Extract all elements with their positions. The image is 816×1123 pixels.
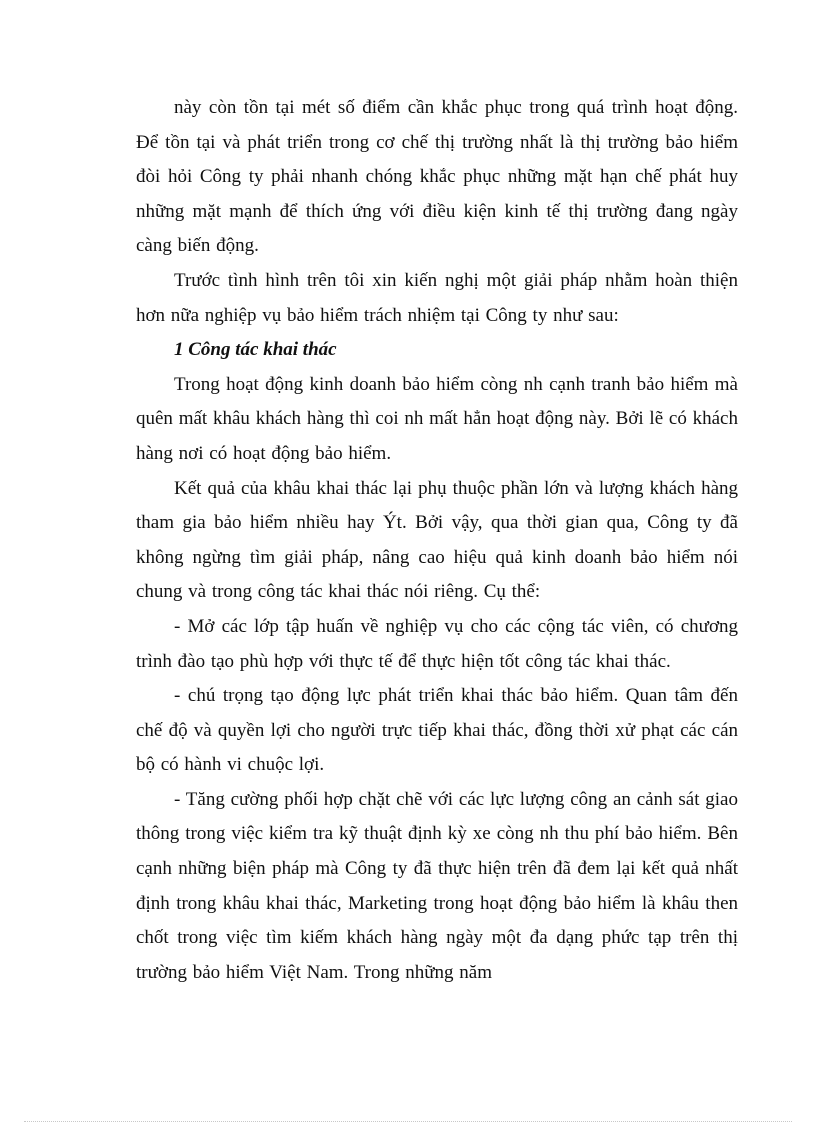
bullet-paragraph-2: - chú trọng tạo động lực phát triển khai thác bảo hiểm. Quan tâm đến chế độ và quyền lợi cho người trực tiếp khai thác, đồng thời xử phạt các cán bộ có hành vi chuộc lợi. bbox=[136, 685, 738, 776]
paragraph-3: Trong hoạt động kinh doanh bảo hiểm còng nh cạnh tranh bảo hiểm mà quên mất khâu khách hàng thì coi nh mất hẳn hoạt động này. Bởi lẽ có khách hàng nơi có hoạt động bảo hiểm. bbox=[136, 373, 738, 464]
paragraph-1: này còn tồn tại mét số điểm cần khắc phục trong quá trình hoạt động. Để tồn tại và phát triển trong cơ chế thị trường nhất là thị trường bảo hiểm đòi hỏi Công ty phải nhanh chóng khắc phục những mặt hạn chế phát huy những mặt mạnh để thích ứng với điều kiện kinh tế thị trường đang ngày càng biến động. bbox=[136, 97, 738, 257]
section-heading: 1 Công tác khai thác bbox=[174, 339, 337, 361]
paragraph-4: Kết quả của khâu khai thác lại phụ thuộc phần lớn và lượng khách hàng tham gia bảo hiểm nhiều hay Ýt. Bởi vậy, qua thời gian qua, Công ty đã không ngừng tìm giải pháp, nâng cao hiệu quả kinh doanh bảo hiểm nói chung và trong công tác khai thác nói riêng. Cụ thể: bbox=[136, 477, 738, 603]
page-bottom-divider bbox=[24, 1121, 792, 1122]
bullet-paragraph-3: - Tăng cường phối hợp chặt chẽ với các lực lượng công an cảnh sát giao thông trong việc kiểm tra kỹ thuật định kỳ xe còng nh thu phí bảo hiểm. Bên cạnh những biện pháp mà Công ty đã thực hiện trên đã đem lại kết quả nhất định trong khâu khai thác, Marketing trong hoạt động bảo hiểm là khâu then chốt trong việc tìm kiếm khách hàng ngày một đa dạng phức tạp trên thị trường bảo hiểm Việt Nam. Trong những năm bbox=[136, 788, 738, 983]
paragraph-2: Trước tình hình trên tôi xin kiến nghị một giải pháp nhằm hoàn thiện hơn nữa nghiệp vụ bảo hiểm trách nhiệm tại Công ty như sau: bbox=[136, 269, 738, 326]
bullet-paragraph-1: - Mở các lớp tập huấn về nghiệp vụ cho các cộng tác viên, có chương trình đào tạo phù hợp với thực tế để thực hiện tốt công tác khai thác. bbox=[136, 615, 738, 672]
page-body bbox=[136, 91, 738, 990]
